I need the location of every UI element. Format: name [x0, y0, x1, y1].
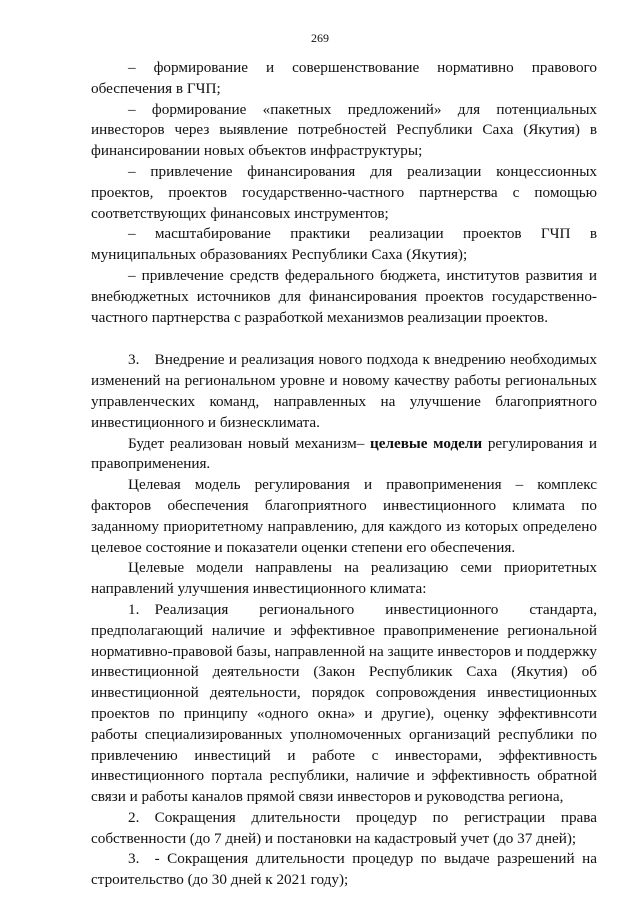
mechanism-text-after: регулирования и правоприменения. [91, 434, 597, 473]
page-number: 269 [311, 31, 329, 45]
mechanism-text-before: Будет реализован новый механизм– [128, 434, 370, 452]
section-3-paragraph: 3. Внедрение и реализация нового подхода к внедрению необходимых изменений на региональном уровне и новому качеству работы региональных управленческих команд, направленных на улучшение благоприятного инвестиционного и бизнесклимата. [91, 351, 597, 431]
mechanism-paragraph [91, 434, 597, 476]
list-item-3: 3. - Сокращения длительности процедур по выдаче разрешений на строительство (до 30 дней к 2021 году); [91, 850, 597, 889]
directions-intro-paragraph: Целевые модели направлены на реализацию семи приоритетных направлений улучшения инвестиционного климата: [91, 559, 597, 598]
mechanism-bold-term: целевые модели [369, 434, 483, 452]
list-item-1: 1. Реализация регионального инвестиционного стандарта, предполагающий наличие и эффективное правоприменение региональной нормативно-правовой базы, направленной на защите инвесторов и поддержку инвестиционной деятельности (Закон Республикик Саха (Якутия) об инвестиционной деятельности, порядок сопровождения инвестиционных проектов по принципу «одного окна» и другие), оценку эффективнсоти работы специализированных уполномоченных организаций республики по привлечению инвестиций и работе с инвесторами, эффективность инвестиционного портала республики, наличие и эффективность обратной связи и работы каналов прямой связи инвесторов и руководства региона, [91, 600, 597, 806]
paragraph-gchp-regulation: – формирование и совершенствование нормативно правового обеспечения в ГЧП; [91, 59, 597, 97]
paragraph-concession-financing: – привлечение финансирования для реализации концессионных проектов, проектов государственно-частного партнерства с помощью соответствующих финансовых инструментов; [91, 162, 597, 222]
definition-paragraph: Целевая модель регулирования и правоприменения – комплекс факторов обеспечения благоприятного инвестиционного климата по заданному приоритетному направлению, для каждого из которых определено целевое состояние и показатели оценки степени его обеспечения. [91, 476, 597, 556]
paragraph-municipal-scaling: – масштабирование практики реализации проектов ГЧП в муниципальных образованиях Республики Саха (Якутия); [91, 225, 597, 264]
document-body [91, 58, 597, 891]
paragraph-federal-funding: – привлечение средств федерального бюджета, институтов развития и внебюджетных источников для финансирования проектов государственно-частного партнерства с разработкой механизмов реализации проектов. [91, 266, 597, 326]
paragraph-gap [91, 328, 597, 350]
list-item-2: 2. Сокращения длительности процедур по регистрации права собственности (до 7 дней) и постановки на кадастровый учет (до 37 дней); [91, 808, 597, 847]
paragraph-investment-packages: – формирование «пакетных предложений» для потенциальных инвесторов через выявление потребностей Республики Саха (Якутия) в финансировании новых объектов инфраструктуры; [91, 100, 597, 160]
